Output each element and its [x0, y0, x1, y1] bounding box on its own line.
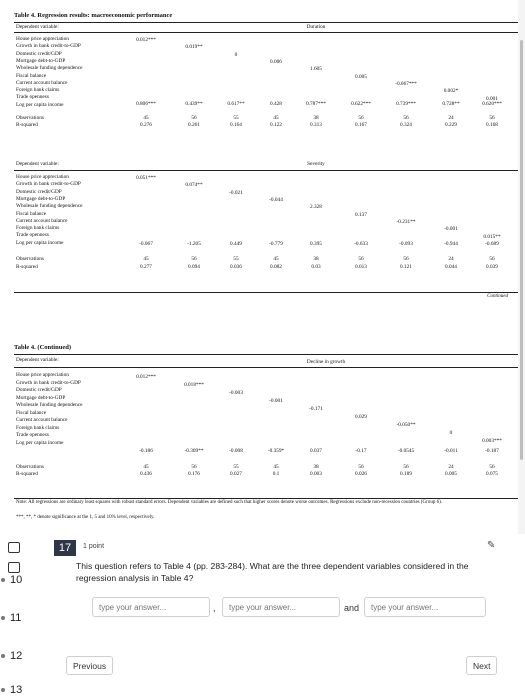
coef-cell: -0.021 — [229, 190, 243, 196]
nav-question-12[interactable]: 12 — [10, 650, 23, 662]
obs-cell: 56 — [191, 115, 197, 121]
r2-cell: 0.075 — [486, 471, 498, 477]
row-label: Current account balance — [16, 79, 68, 86]
obs-cell: 38 — [313, 464, 319, 470]
r2-cell: 0.094 — [188, 264, 200, 270]
row-label: House price appreciation — [16, 36, 69, 42]
coef-cell: 0.002* — [443, 88, 459, 94]
coef-cell: 0.074** — [185, 182, 203, 188]
coef-cell: -0.231** — [396, 219, 416, 225]
rule — [14, 292, 519, 293]
row-label: Trade openness — [16, 232, 49, 239]
row-label: R-squared — [16, 122, 38, 128]
r2-cell: 0.436 — [140, 471, 152, 477]
income-coef-cell: -0.186 — [139, 448, 153, 454]
obs-cell: 56 — [358, 256, 364, 262]
table-image — [8, 8, 518, 531]
pin-icon[interactable]: ✎ — [487, 540, 496, 551]
coef-cell: 0.003*** — [482, 438, 502, 444]
row-label: Trade openness — [16, 432, 49, 438]
decline-header: Decline in growth — [306, 359, 346, 365]
income-coef-cell: 0.449 — [230, 241, 242, 247]
obs-cell: 38 — [313, 256, 319, 262]
and-separator: and — [344, 603, 360, 613]
row-label: Mortgage debt-to-GDP — [16, 57, 66, 64]
obs-cell: 56 — [191, 464, 197, 470]
question-text: This question refers to Table 4 (pp. 283-284). What are the three dependent variables considered in the regression analysis in Table 4? — [76, 561, 469, 583]
row-label: Domestic credit/GDP — [16, 50, 62, 57]
r2-cell: 0.121 — [400, 264, 412, 270]
continued-note: Continued — [487, 294, 508, 299]
row-label: Wholesale funding dependence — [16, 402, 83, 408]
dep-var-label-3: Dependent variable: — [16, 357, 59, 363]
obs-cell: 45 — [143, 115, 149, 121]
row-label: Mortgage debt-to-GDP — [16, 195, 66, 202]
r2-cell: 0.167 — [355, 122, 367, 128]
row-label: R-squared — [16, 471, 38, 477]
comma-separator: , — [213, 603, 216, 613]
table-title: Table 4. Regression results: macroeconomic performance — [14, 12, 173, 19]
obs-cell: 56 — [403, 115, 409, 121]
r2-cell: 0.229 — [445, 122, 457, 128]
income-coef-cell: 0.622*** — [351, 101, 371, 107]
income-coef-cell: -0.011 — [444, 448, 458, 454]
coef-cell: 0.029 — [355, 414, 367, 420]
page-scrollbar[interactable] — [518, 0, 525, 534]
row-label: Trade openness — [16, 94, 49, 101]
row-label: House price appreciation — [16, 372, 69, 378]
r2-cell: 0.005 — [445, 471, 457, 477]
answer-input-3[interactable] — [364, 597, 486, 617]
r2-cell: 0.03 — [311, 264, 321, 270]
obs-cell: 56 — [358, 464, 364, 470]
coef-cell: 0.012*** — [136, 37, 156, 43]
income-coef-cell: -0.067 — [139, 241, 153, 247]
obs-cell: 24 — [448, 256, 454, 262]
coef-cell: -0.044 — [269, 197, 283, 203]
obs-cell: 45 — [143, 464, 149, 470]
income-coef-cell: 0.620*** — [482, 101, 502, 107]
coef-cell: 0.019** — [185, 44, 203, 50]
income-coef-cell: 0.728** — [442, 101, 460, 107]
question-number-badge: 17 — [54, 540, 76, 556]
obs-cell: 56 — [489, 115, 495, 121]
income-coef-cell: -0.944 — [444, 241, 458, 247]
row-label: House price appreciation — [16, 174, 69, 180]
coef-cell: 1.605 — [310, 66, 322, 72]
row-label: Foreign bank claims — [16, 225, 60, 232]
previous-button[interactable]: Previous — [66, 656, 113, 675]
coef-cell: 0.006 — [270, 59, 282, 65]
row-label: Observations — [16, 256, 44, 262]
row-label: Domestic credit/GDP — [16, 188, 62, 195]
income-coef-cell: -0.187 — [485, 448, 499, 454]
r2-cell: 0.324 — [400, 122, 412, 128]
row-label: Observations — [16, 464, 44, 470]
obs-cell: 56 — [191, 256, 197, 262]
dep-var-label: Dependent variable: — [16, 24, 59, 30]
significance-note: ***, **, * denote significance at the 1, 5 and 10% level, respectively. — [16, 515, 155, 520]
obs-cell: 45 — [143, 256, 149, 262]
income-coef-cell: -0.689 — [485, 241, 499, 247]
coef-cell: -0.050** — [396, 422, 416, 428]
income-coef-cell: 0.428 — [270, 101, 282, 107]
coef-cell: 0 — [449, 430, 453, 436]
coef-cell: 0.015** — [483, 234, 501, 240]
rule — [14, 32, 519, 33]
coef-cell: 0.051*** — [136, 175, 156, 181]
r2-cell: 0.168 — [486, 122, 498, 128]
coef-cell: -0.067*** — [395, 81, 417, 87]
obs-cell: 55 — [233, 256, 239, 262]
row-label: Foreign bank claims — [16, 87, 60, 94]
row-label: Wholesale funding dependence — [16, 65, 83, 72]
income-coef-cell: -0.359* — [267, 448, 285, 454]
income-coef-cell: -0.779 — [269, 241, 283, 247]
r2-cell: 0.044 — [445, 264, 457, 270]
row-label: Fiscal balance — [16, 210, 47, 217]
obs-cell: 45 — [273, 256, 279, 262]
r2-cell: 0.026 — [355, 471, 367, 477]
rule — [14, 170, 519, 171]
bookmark-icon[interactable] — [8, 542, 20, 553]
coef-cell: 0.001 — [486, 96, 498, 102]
coef-cell: 0.012*** — [136, 374, 156, 380]
r2-cell: 0.313 — [310, 122, 322, 128]
rule — [14, 367, 519, 368]
r2-cell: 0.003 — [310, 471, 322, 477]
coef-cell: -0.003 — [229, 390, 243, 396]
obs-cell: 56 — [489, 464, 495, 470]
obs-cell: 55 — [233, 464, 239, 470]
coef-cell: -0.001 — [269, 398, 283, 404]
r2-cell: 0.1 — [272, 471, 280, 477]
r2-cell: 0.036 — [230, 264, 242, 270]
answer-input-1[interactable] — [92, 597, 210, 617]
table-note: Note: All regressions are ordinary least squares with robust standard errors. Dependent variables are defined such that higher scores denote worse outcomes. Regressions exclude non-recession countries (Group 6). — [16, 500, 442, 505]
row-label: Log per capita income — [16, 239, 64, 246]
r2-cell: 0.164 — [230, 122, 242, 128]
obs-cell: 24 — [448, 464, 454, 470]
obs-cell: 55 — [233, 115, 239, 121]
income-coef-cell: -0.0545 — [397, 448, 415, 454]
income-coef-cell: 0.806*** — [136, 101, 156, 107]
row-label: Growth in bank credit-to-GDP — [16, 43, 81, 50]
obs-cell: 38 — [313, 115, 319, 121]
r2-cell: 0.039 — [486, 264, 498, 270]
answer-input-2[interactable] — [222, 597, 340, 617]
coef-cell: -0.001 — [444, 226, 458, 232]
row-label: Current account balance — [16, 217, 68, 224]
obs-cell: 45 — [273, 115, 279, 121]
row-label: Log per capita income — [16, 101, 64, 108]
r2-cell: 0.277 — [140, 264, 152, 270]
coef-cell: 2.328 — [310, 204, 322, 210]
row-label: R-squared — [16, 264, 38, 270]
row-label: Log per capita income — [16, 439, 64, 446]
r2-cell: 0.027 — [230, 471, 242, 477]
r2-cell: 0.013 — [355, 264, 367, 270]
next-button[interactable]: Next — [466, 656, 497, 675]
row-label: Growth in bank credit-to-GDP — [16, 181, 81, 188]
nav-question-10[interactable]: 10 — [10, 574, 23, 586]
row-label: Observations — [16, 115, 44, 121]
nav-question-13[interactable]: 13 — [10, 684, 23, 696]
row-label: Fiscal balance — [16, 409, 47, 416]
income-coef-cell: -1.205 — [187, 241, 201, 247]
income-coef-cell: -0.309** — [184, 448, 204, 454]
nav-question-11[interactable]: 11 — [10, 612, 22, 624]
obs-cell: 45 — [273, 464, 279, 470]
row-label: Mortgage debt-to-GDP — [16, 394, 66, 401]
question-points: 1 point — [83, 543, 105, 550]
row-label: Current account balance — [16, 417, 68, 423]
income-coef-cell: -0.008 — [229, 448, 243, 454]
r2-cell: 0.276 — [140, 122, 152, 128]
table-continued-title: Table 4. (Continued) — [14, 344, 72, 351]
rule — [14, 354, 519, 355]
r2-cell: 0.261 — [188, 122, 200, 128]
row-label: Fiscal balance — [16, 72, 47, 79]
row-label: Growth in bank credit-to-GDP — [16, 379, 81, 386]
income-coef-cell: -0.093 — [399, 241, 413, 247]
rule — [14, 498, 519, 499]
coef-cell: 0 — [234, 52, 238, 58]
row-label: Domestic credit/GDP — [16, 387, 62, 393]
coef-cell: 0.018*** — [184, 382, 204, 388]
income-coef-cell: 0.787*** — [306, 101, 326, 107]
rule — [14, 22, 519, 23]
obs-cell: 56 — [403, 464, 409, 470]
r2-cell: 0.122 — [270, 122, 282, 128]
calculator-icon[interactable] — [8, 562, 20, 573]
row-label: Wholesale funding dependence — [16, 203, 83, 210]
income-coef-cell: 0.739*** — [396, 101, 416, 107]
coef-cell: 0.005 — [355, 74, 367, 80]
income-coef-cell: 0.395 — [310, 241, 322, 247]
question-nav — [0, 534, 40, 700]
r2-cell: 0.082 — [270, 264, 282, 270]
r2-cell: 0.176 — [188, 471, 200, 477]
obs-cell: 56 — [489, 256, 495, 262]
coef-cell: 0.137 — [355, 212, 367, 218]
obs-cell: 56 — [403, 256, 409, 262]
severity-header: Severity — [307, 161, 325, 167]
obs-cell: 24 — [448, 115, 454, 121]
row-label: Foreign bank claims — [16, 424, 60, 431]
coef-cell: -0.171 — [309, 406, 323, 412]
income-coef-cell: 0.439** — [185, 101, 203, 107]
duration-header: Duration — [306, 24, 326, 30]
income-coef-cell: 0.617** — [227, 101, 245, 107]
income-coef-cell: 0.037 — [310, 448, 322, 454]
dep-var-label-2: Dependent variable: — [16, 161, 59, 167]
income-coef-cell: -0.633 — [354, 241, 368, 247]
obs-cell: 56 — [358, 115, 364, 121]
r2-cell: 0.189 — [400, 471, 412, 477]
income-coef-cell: -0.17 — [355, 448, 367, 454]
